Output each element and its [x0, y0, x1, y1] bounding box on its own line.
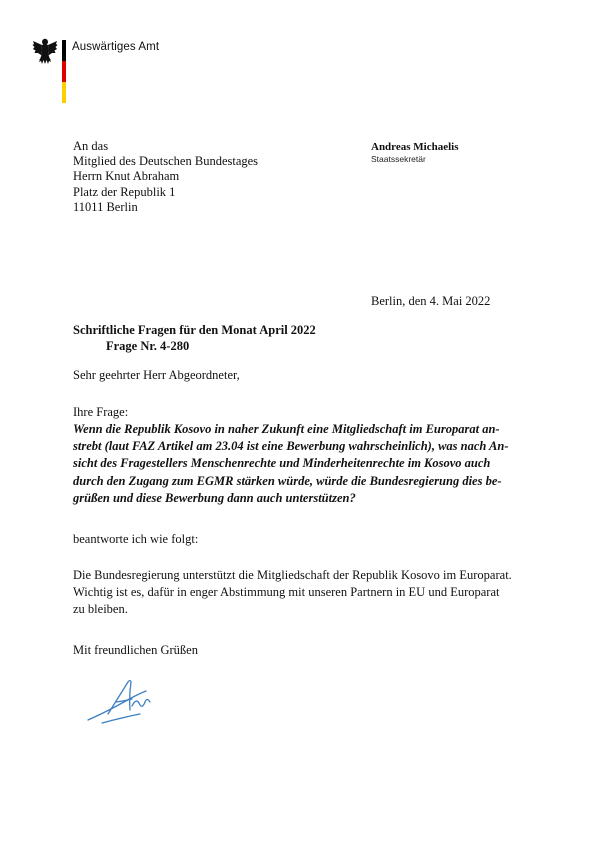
question-text	[73, 421, 513, 507]
address-line: Herrn Knut Abraham	[73, 169, 180, 184]
sender-name: Andreas Michaelis	[371, 141, 459, 153]
sender-title: Staatssekretär	[371, 154, 426, 164]
recipient-address	[73, 139, 258, 215]
address-line: Platz der Republik 1	[73, 184, 176, 199]
question-line: sicht des Fragestellers Menschenrechte und Minderheitenrechte im Kosovo auch	[73, 456, 491, 471]
question-intro: Ihre Frage:	[73, 405, 129, 419]
salutation: Sehr geehrter Herr Abgeordneter,	[73, 368, 240, 382]
answer-intro: beantworte ich wie folgt:	[73, 532, 199, 546]
answer-text	[73, 567, 513, 619]
question-line: grüßen und diese Bewerbung dann auch unterstützen?	[73, 490, 356, 505]
question-line: strebt (laut FAZ Artikel am 23.04 ist eine Bewerbung wahrscheinlich), was nach An-	[73, 439, 509, 454]
letter-date: Berlin, den 4. Mai 2022	[371, 294, 491, 308]
answer-line: zu bleiben.	[73, 602, 128, 617]
flag-stripe-black	[62, 40, 66, 61]
handwritten-signature	[86, 676, 161, 726]
flag-stripe-red	[62, 61, 66, 82]
question-number: Frage Nr. 4-280	[106, 339, 190, 353]
address-line: An das	[73, 139, 109, 153]
address-line: 11011 Berlin	[73, 199, 138, 214]
german-flag-bar	[62, 40, 66, 103]
subject-block	[73, 322, 316, 354]
question-line: durch den Zugang zum EGMR stärken würde, würde die Bundesregierung dies be-	[73, 473, 502, 488]
subject-line: Schriftliche Fragen für den Monat April 2022	[73, 323, 316, 337]
sender-block	[371, 141, 459, 166]
question-line: Wenn die Republik Kosovo in naher Zukunft eine Mitgliedschaft im Europarat an-	[73, 422, 500, 436]
address-line: Mitglied des Deutschen Bundestages	[73, 154, 259, 169]
answer-line: Wichtig ist es, dafür in enger Abstimmung mit unseren Partnern in EU und Europarat	[73, 585, 500, 600]
flag-stripe-gold	[62, 82, 66, 103]
answer-line: Die Bundesregierung unterstützt die Mitgliedschaft der Republik Kosovo im Europarat.	[73, 568, 512, 582]
department-name: Auswärtiges Amt	[72, 41, 160, 53]
closing-phrase: Mit freundlichen Grüßen	[73, 643, 198, 657]
federal-eagle-icon	[32, 36, 58, 66]
